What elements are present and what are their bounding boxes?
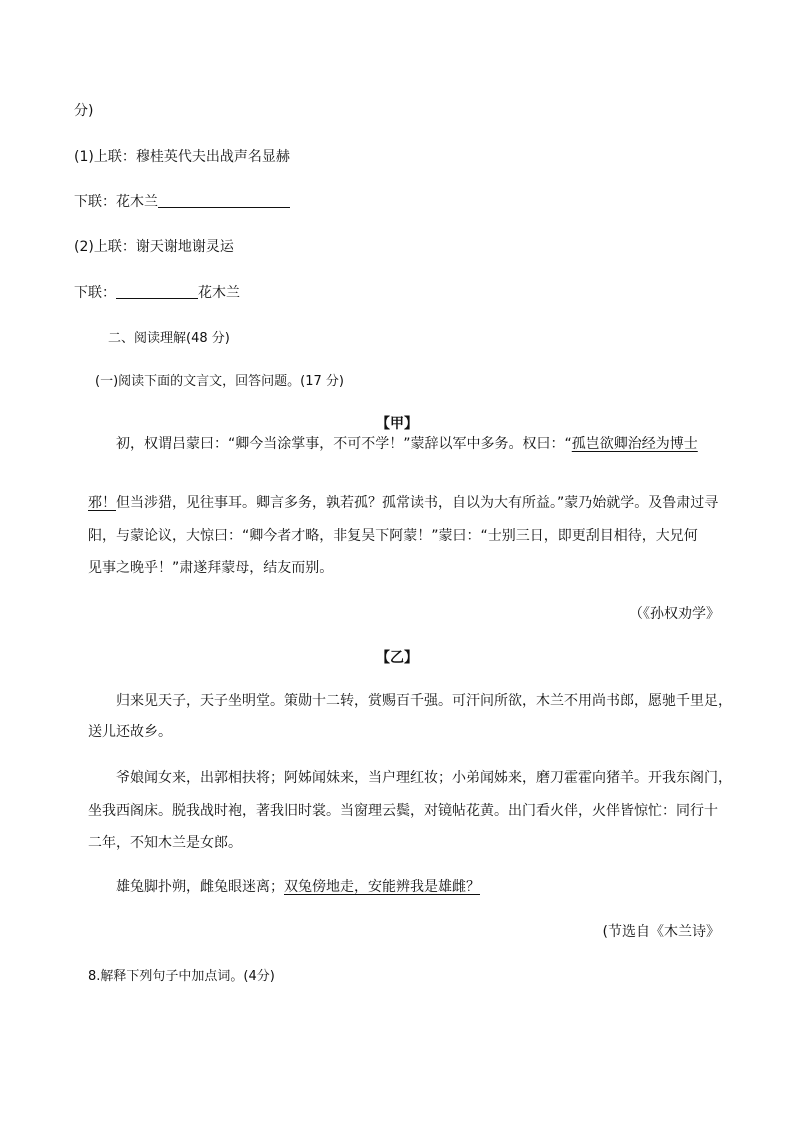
passage-yi-line <box>116 877 480 897</box>
passage-jia-heading: 【甲】 <box>376 416 418 432</box>
passage-jia-source: （《孙权劝学》 <box>629 606 720 622</box>
couplet-2-lower-tail: 花木兰 <box>198 285 240 301</box>
underlined-sentence: 邪！ <box>88 495 116 511</box>
passage-yi-line: 二年，不知木兰是女郎。 <box>88 835 242 851</box>
passage-text: 雄兔脚扑朔，雌兔眼迷离； <box>116 879 284 895</box>
answer-blank[interactable] <box>116 284 198 299</box>
section-heading: 二、阅读理解(48 分) <box>108 331 230 346</box>
couplet-2-lower-label: 下联： <box>74 285 116 301</box>
couplet-1-upper: (1)上联：穆桂英代夫出战声名显赫 <box>74 149 290 165</box>
passage-jia-line <box>88 493 718 513</box>
passage-jia-line: 阳，与蒙论议，大惊曰：“卿今者才略，非复吴下阿蒙！”蒙曰：“士别三日，即更刮目相待，大兄何 <box>88 528 698 544</box>
question-8: 8.解释下列句子中加点词。(4分) <box>88 969 275 984</box>
passage-yi-line: 爷娘闻女来，出郭相扶将；阿姊闻妹来，当户理红妆；小弟闻姊来，磨刀霍霍向猪羊。开我东阁门， <box>116 770 732 786</box>
passage-jia-line: 见事之晚乎！”肃遂拜蒙母，结友而别。 <box>88 560 334 576</box>
underlined-sentence: 孤岂欲卿治经为博士 <box>571 436 698 452</box>
passage-yi-line: 归来见天子，天子坐明堂。策勋十二转，赏赐百千强。可汗问所欲，木兰不用尚书郎，愿驰千里足， <box>116 693 732 709</box>
couplet-1-lower-label: 下联：花木兰 <box>74 194 158 210</box>
passage-jia-line <box>116 434 698 454</box>
passage-text: 初，权谓吕蒙曰：“卿今当涂掌事，不可不学！”蒙辞以军中多务。权曰：“ <box>116 436 572 452</box>
couplet-1-lower <box>74 192 290 212</box>
section-subheading: (一)阅读下面的文言文，回答问题。(17 分) <box>95 374 344 389</box>
passage-text: 但当涉猎，见往事耳。卿言多务，孰若孤？孤常读书，自以为大有所益。”蒙乃始就学。及鲁肃过寻 <box>116 495 719 511</box>
couplet-2-lower <box>74 283 240 303</box>
passage-yi-heading: 【乙】 <box>376 650 418 666</box>
intro-continuation: 分) <box>74 103 94 119</box>
underlined-sentence: 双兔傍地走，安能辨我是雄雌？ <box>284 879 480 895</box>
couplet-2-upper: (2)上联：谢天谢地谢灵运 <box>74 239 234 255</box>
passage-yi-source: (节选自《木兰诗》 <box>602 924 720 940</box>
answer-blank[interactable] <box>158 193 290 208</box>
passage-yi-line: 送儿还故乡。 <box>88 724 172 740</box>
passage-yi-line: 坐我西阁床。脱我战时袍，著我旧时裳。当窗理云鬓，对镜帖花黄。出门看火伴，火伴皆惊忙：同行十 <box>88 803 718 819</box>
